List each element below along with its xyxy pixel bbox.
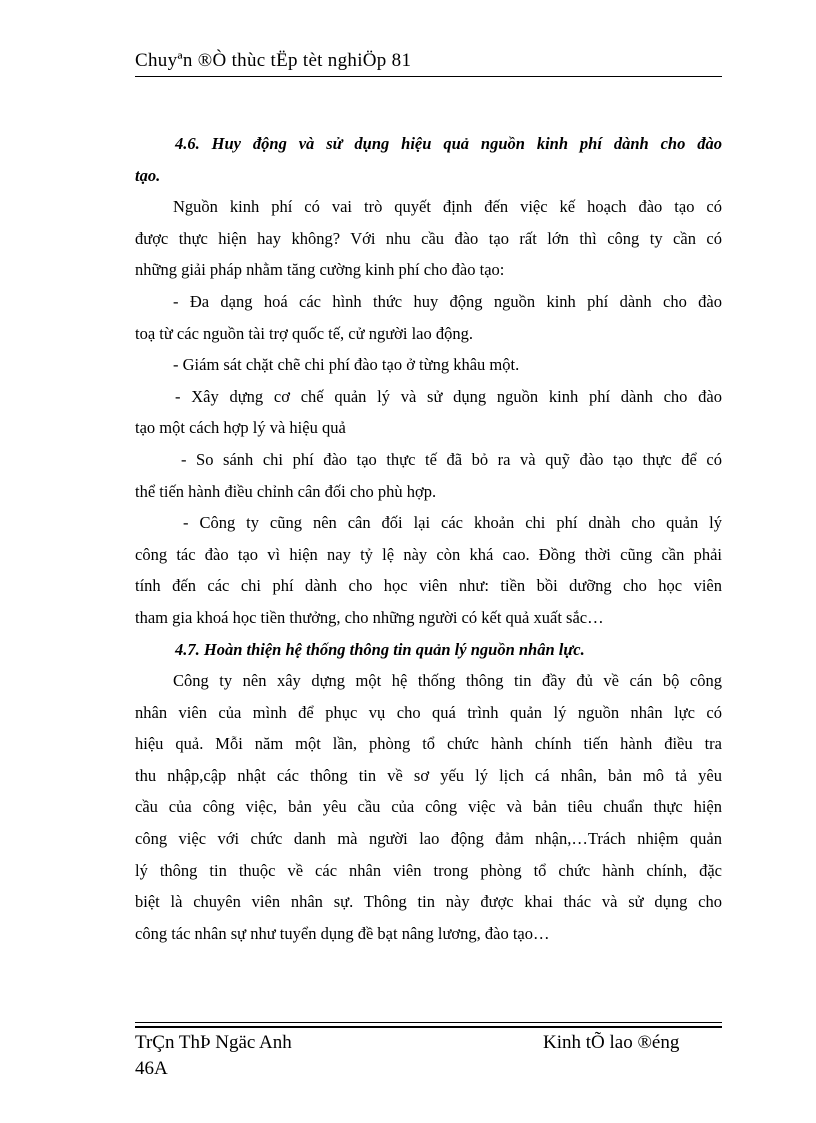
paragraph-line: hiệu quả. Mỗi năm một lần, phòng tổ chức hành chính tiến hành điều tra [135,734,722,754]
paragraph-line: lý thông tin thuộc về các nhân viên trong phòng tổ chức hành chính, đặc [135,860,722,880]
paragraph-line: tính đến các chi phí dành cho học viên như: tiền bồi dưỡng cho học viên [135,576,722,596]
paragraph-line: tạo một cách hợp lý và hiệu quả [135,418,346,438]
document-body [135,128,722,949]
paragraph-line: những giải pháp nhằm tăng cường kinh phí cho đào tạo: [135,260,505,280]
paragraph-line: nhân viên của mình để phục vụ cho quá trình quản lý nguồn nhân lực có [135,702,722,722]
footer-department: Kinh tÕ lao ®éng [543,1032,680,1053]
paragraph-line: - So sánh chi phí đào tạo thực tế đã bỏ ra và quỹ đào tạo thực để có [181,449,722,469]
paragraph-line: - Đa dạng hoá các hình thức huy động nguồn kinh phí dành cho đào [173,291,722,311]
paragraph-line: - Công ty cũng nên cân đối lại các khoản chi phí dnàh cho quản lý [183,513,722,533]
paragraph-line: tham gia khoá học tiền thưởng, cho những người có kết quả xuất sắc… [135,607,604,627]
section-heading-line: 4.6. Huy động và sử dụng hiệu quả nguồn kinh phí dành cho đào [175,134,722,153]
section-heading-line: tạo. [135,165,161,185]
paragraph-line: được thực hiện hay không? Với nhu cầu đào tạo rất lớn thì công ty cần có [135,228,722,248]
paragraph-line: cầu của công việc, bản yêu cầu của công việc và bản tiêu chuẩn thực hiện [135,797,722,817]
section-heading-line: 4.7. Hoàn thiện hệ thống thông tin quản lý nguồn nhân lực. [175,639,585,659]
paragraph-line: thể tiến hành điều chỉnh cân đối cho phù hợp. [135,481,437,501]
paragraph-line: Nguồn kinh phí có vai trò quyết định đến việc kế hoạch đào tạo có [173,197,722,217]
footer-rule-thick [135,1026,722,1028]
paragraph-line: - Xây dựng cơ chế quản lý và sử dụng nguồn kinh phí dành cho đào [175,386,722,406]
paragraph-line: công tác nhân sự như tuyển dụng đề bạt nâng lương, đào tạo… [135,923,550,943]
paragraph-line: thu nhập,cập nhật các thông tin về sơ yếu lý lịch cá nhân, bản mô tả yêu [135,765,722,785]
footer-rule-thin [135,1022,722,1023]
page-header: Chuyªn ®Ò thùc tËp tèt nghiÖp 81 [135,50,412,71]
paragraph-line: toạ từ các nguồn tài trợ quốc tế, cử người lao động. [135,323,473,343]
footer-author-name: TrÇn ThÞ Ngäc Anh [135,1032,292,1053]
paragraph-line: biệt là chuyên viên nhân sự. Thông tin này được khai thác và sử dụng cho [135,892,722,912]
paragraph-line: công tác đào tạo vì hiện nay tỷ lệ này còn khá cao. Đồng thời cũng cần phải [135,544,722,564]
paragraph-line: Công ty nên xây dựng một hệ thống thông tin đầy đủ về cán bộ công [173,671,722,691]
paragraph-line: công việc với chức danh mà người lao động đảm nhận,…Trách nhiệm quản [135,829,722,849]
footer-author [135,1030,292,1082]
paragraph-line: - Giám sát chặt chẽ chi phí đào tạo ở từng khâu một. [173,355,520,375]
header-rule [135,76,722,77]
footer-author-class: 46A [135,1058,168,1079]
